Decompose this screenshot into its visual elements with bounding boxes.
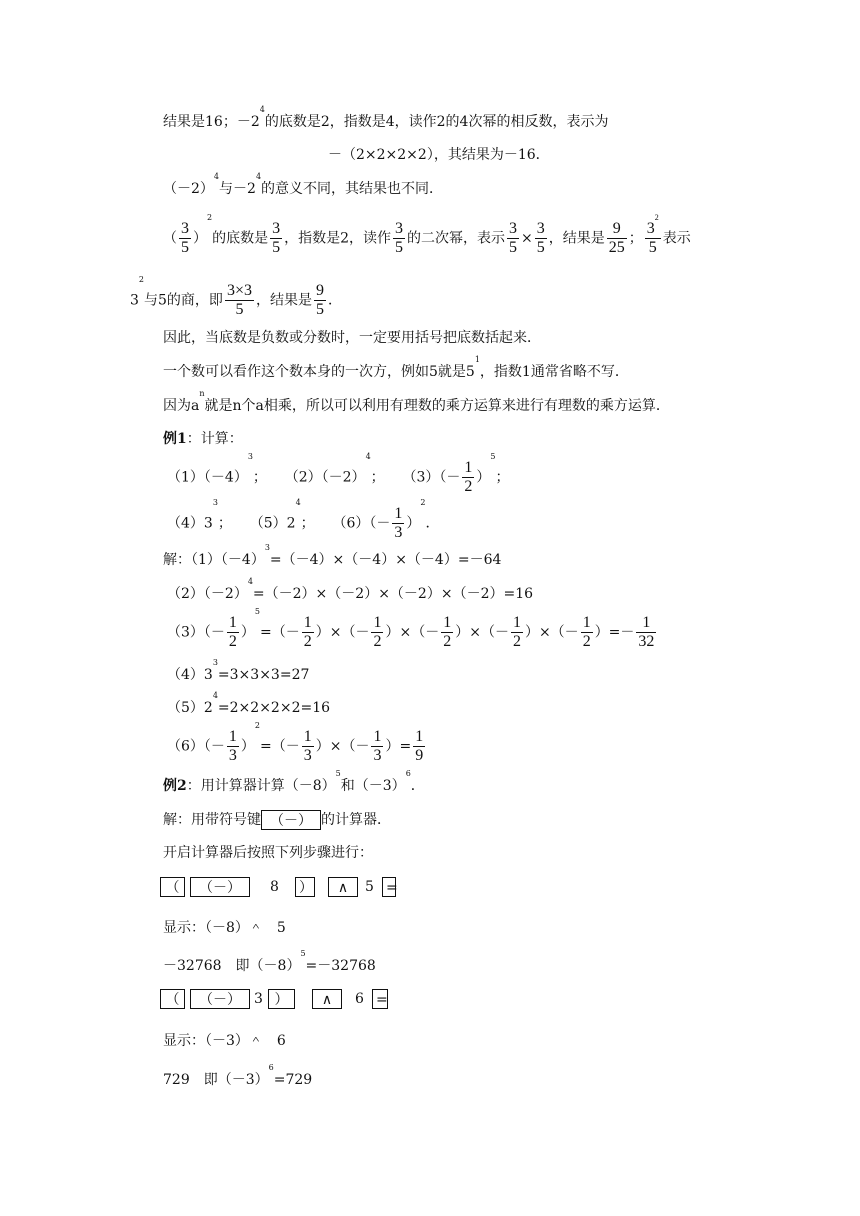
text-line-4 xyxy=(163,213,691,257)
text-segment: ） xyxy=(240,738,255,755)
text-line-3 xyxy=(163,172,444,199)
text-segment: 的意义不同，其结果也不同． xyxy=(261,181,444,197)
text-segment: ） xyxy=(193,230,207,247)
exponent: 2 xyxy=(254,721,261,730)
exponent: 3 xyxy=(212,658,218,667)
text-segment: ，指数1通常省略不写． xyxy=(479,364,629,380)
text-segment: （1）（－4） xyxy=(191,552,265,568)
example-1-text: ：计算： xyxy=(186,431,243,447)
denominator: 5 xyxy=(235,301,244,318)
text-segment: （6）（－ xyxy=(167,738,225,755)
fraction-1-2 xyxy=(511,614,523,651)
exponent: 3 xyxy=(264,543,270,552)
fraction-1-2 xyxy=(302,614,314,651)
text-line-6: 因此，当底数是负数或分数时，一定要用括号把底数括起来． xyxy=(163,330,541,346)
text-segment: （3）（－ xyxy=(167,624,225,641)
exponent: 4 xyxy=(247,577,253,586)
text-segment: ； xyxy=(252,469,267,486)
solution-2 xyxy=(167,577,534,604)
digit: 5 xyxy=(365,879,374,895)
fraction-3x3-5 xyxy=(225,282,254,319)
example-1-heading xyxy=(163,429,243,449)
exponent: 1 xyxy=(474,355,480,364)
numerator: 3 xyxy=(395,220,404,237)
fraction-1-2 xyxy=(441,614,453,651)
digit: 3 xyxy=(254,991,263,1007)
text-segment: 的底数是 xyxy=(212,230,269,247)
exponent: 4 xyxy=(213,172,220,181)
text-segment: 解：用带符号键 xyxy=(163,812,261,828)
text-segment: =－32768 xyxy=(305,958,376,974)
solution-heading: 解： xyxy=(163,552,191,568)
power-key: ∧ xyxy=(328,877,358,897)
exponent: 4 xyxy=(259,105,265,114)
fraction-1-3 xyxy=(302,728,314,765)
problem-2: （2）（－2） xyxy=(284,469,366,486)
text-segment: 的二次幂，表示 xyxy=(407,230,506,247)
text-segment: =（－ xyxy=(260,624,300,641)
text-segment: （2）（－2） xyxy=(167,586,248,602)
solution-5 xyxy=(167,691,331,718)
numerator: 3 xyxy=(272,220,281,237)
numerator: 1 xyxy=(303,728,312,745)
display-1: 显示：（－8）＾ 5 xyxy=(163,920,286,936)
numerator: 1 xyxy=(373,728,382,745)
fraction-9-5 xyxy=(314,282,326,319)
text-segment: ，结果是 xyxy=(548,230,605,247)
example-2-label: 例2 xyxy=(163,778,187,794)
numerator xyxy=(645,213,661,239)
text-segment: ，指数是2，读作 xyxy=(284,230,392,247)
problems-row-1 xyxy=(167,452,510,496)
text-line-2: －（2×2×2×2），其结果为－16． xyxy=(328,147,550,163)
fraction-1-3 xyxy=(392,505,404,542)
fraction-1-32 xyxy=(636,614,656,651)
exponent: 2 xyxy=(420,498,426,507)
exponent: 5 xyxy=(300,949,306,958)
exponent: 5 xyxy=(490,452,496,461)
text-segment: ）×（－ xyxy=(315,624,370,641)
text-line-7 xyxy=(163,355,629,382)
fraction-1-9 xyxy=(413,728,425,765)
text-segment: =（－ xyxy=(260,738,300,755)
digit: 6 xyxy=(355,991,364,1007)
text-line-1 xyxy=(163,105,609,132)
text-segment: ； xyxy=(300,515,315,532)
exponent: 4 xyxy=(295,498,301,507)
denominator: 3 xyxy=(228,747,237,764)
numerator: 3×3 xyxy=(226,282,252,299)
fraction-3sq-5 xyxy=(645,213,661,257)
numerator: 1 xyxy=(373,614,382,631)
fraction-1-2 xyxy=(227,614,239,651)
text-segment: 的计算器． xyxy=(321,812,391,828)
fraction-1-2 xyxy=(462,459,474,496)
text-line-5 xyxy=(130,275,342,319)
text-segment: 一个数可以看作这个数本身的一次方，例如5就是5 xyxy=(163,364,475,380)
open-paren-key: （ xyxy=(160,989,185,1009)
text-segment: ，结果是 xyxy=(255,292,312,309)
denominator: 2 xyxy=(464,478,473,495)
text-segment: ）×（－ xyxy=(315,738,370,755)
exponent: 5 xyxy=(254,607,261,616)
denominator: 2 xyxy=(443,633,452,650)
display-2: 显示：（－3）＾ 6 xyxy=(163,1033,286,1049)
fraction-3-5 xyxy=(535,220,547,257)
digit: 8 xyxy=(270,879,279,895)
denominator: 5 xyxy=(648,239,657,256)
denominator: 32 xyxy=(638,633,655,650)
close-paren-key: ） xyxy=(295,877,315,897)
denominator: 5 xyxy=(315,301,324,318)
negative-key: （－） xyxy=(261,810,321,830)
text-segment: =729 xyxy=(273,1072,313,1088)
numerator: 1 xyxy=(415,728,424,745)
problem-6: （6）（－ xyxy=(332,515,391,532)
example-1-label: 例1 xyxy=(163,431,187,447)
text-segment: ． xyxy=(425,515,440,532)
problem-5: （5）2 xyxy=(249,515,296,532)
power-key: ∧ xyxy=(312,989,342,1009)
open-paren-key: （ xyxy=(160,877,185,897)
solution-3 xyxy=(167,607,658,651)
line-1-rest: 的底数是2，指数是4，读作2的4次幂的相反数，表示为 xyxy=(264,114,609,130)
solution-4 xyxy=(167,658,310,685)
text-segment: ）×（－ xyxy=(524,624,579,641)
denominator: 2 xyxy=(228,633,237,650)
equals-key: = xyxy=(372,989,388,1009)
example-2-heading xyxy=(163,769,425,796)
line-1-start: 结果是16；－2 xyxy=(163,114,260,130)
equals-key: = xyxy=(382,877,396,897)
denominator: 3 xyxy=(394,524,403,541)
exponent: 3 xyxy=(212,498,218,507)
text-segment: 就是n个a相乘，所以可以利用有理数的乘方运算来进行有理数的乘方运算． xyxy=(204,398,670,414)
numerator: 1 xyxy=(464,459,473,476)
denominator: 5 xyxy=(181,239,189,256)
problem-3: （3）（－ xyxy=(402,469,461,486)
text-segment: ； xyxy=(628,230,643,247)
text-segment: ）= xyxy=(385,738,412,755)
numerator: 1 xyxy=(228,728,237,745)
calculator-intro xyxy=(163,810,391,830)
denominator: 5 xyxy=(509,239,518,256)
denominator: 2 xyxy=(373,633,382,650)
text-segment: （ xyxy=(163,230,177,247)
text-segment: 729 即（－3） xyxy=(163,1072,269,1088)
denominator: 25 xyxy=(608,239,625,256)
exponent: 6 xyxy=(405,769,411,778)
text-segment: 3 xyxy=(130,292,139,309)
solution-1 xyxy=(163,543,502,570)
problems-row-2 xyxy=(167,498,440,542)
text-segment: ； xyxy=(495,469,510,486)
key-sequence-1 xyxy=(160,877,398,899)
exponent: 2 xyxy=(654,213,659,222)
numerator: 1 xyxy=(443,614,452,631)
denominator: 3 xyxy=(303,747,312,764)
text-segment: （－2） xyxy=(163,181,214,197)
text-segment: ：用计算器计算（－8） xyxy=(186,778,336,794)
text-segment: ； xyxy=(370,469,385,486)
text-segment: ） xyxy=(406,515,421,532)
denominator: 2 xyxy=(303,633,312,650)
text-segment: ） xyxy=(240,624,255,641)
text-segment: ； xyxy=(217,515,232,532)
numerator: 1 xyxy=(394,505,403,522)
negative-key: （－） xyxy=(190,877,250,897)
denominator: 2 xyxy=(582,633,591,650)
key-sequence-2 xyxy=(160,989,392,1011)
fraction-3-5 xyxy=(507,220,519,257)
exponent: n xyxy=(199,389,205,398)
numerator-base: 3 xyxy=(646,220,655,237)
close-paren-key: ） xyxy=(268,989,295,1009)
numerator: 3 xyxy=(509,220,518,237)
negative-key: （－） xyxy=(190,989,250,1009)
denominator: 9 xyxy=(415,747,424,764)
exponent: 6 xyxy=(268,1063,274,1072)
fraction-3-5 xyxy=(179,220,191,257)
result-1 xyxy=(163,949,376,976)
calculator-steps-intro: 开启计算器后按照下列步骤进行： xyxy=(163,845,373,861)
fraction-1-3 xyxy=(227,728,239,765)
solution-6 xyxy=(167,721,427,765)
text-segment: 与5的商，即 xyxy=(144,292,223,309)
exponent: 4 xyxy=(365,452,371,461)
result-2 xyxy=(163,1063,313,1090)
text-segment: =（－4）×（－4）×（－4）=－64 xyxy=(269,552,502,568)
denominator: 5 xyxy=(395,239,404,256)
text-segment: =2×2×2×2=16 xyxy=(217,700,331,716)
numerator: 1 xyxy=(512,614,521,631)
numerator: 1 xyxy=(636,614,656,633)
text-segment: （4）3 xyxy=(167,667,213,683)
text-segment: －32768 即（－8） xyxy=(163,958,301,974)
numerator: 9 xyxy=(315,282,324,299)
exponent: 3 xyxy=(247,452,253,461)
text-segment: ）×（－ xyxy=(455,624,509,641)
exponent: 4 xyxy=(255,172,262,181)
text-line-8 xyxy=(163,389,670,416)
fraction-3-5 xyxy=(393,220,405,257)
numerator: 1 xyxy=(582,614,591,631)
text-segment: =3×3×3=27 xyxy=(217,667,310,683)
exponent: 2 xyxy=(138,275,145,284)
numerator: 9 xyxy=(607,220,627,239)
text-segment: ） xyxy=(476,469,491,486)
fraction-1-2 xyxy=(581,614,593,651)
denominator: 5 xyxy=(536,239,545,256)
text-segment: 和（－3） xyxy=(340,778,406,794)
text-segment: （5）2 xyxy=(167,700,213,716)
fraction-1-2 xyxy=(371,614,383,651)
fraction-3-5 xyxy=(270,220,282,257)
text-segment: ． xyxy=(327,292,342,309)
text-segment: =（－2）×（－2）×（－2）×（－2）=16 xyxy=(252,586,534,602)
exponent: 4 xyxy=(212,691,218,700)
text-segment: 表示 xyxy=(662,230,691,247)
text-segment: ）=－ xyxy=(594,624,635,641)
problem-4: （4）3 xyxy=(167,515,213,532)
denominator: 5 xyxy=(272,239,281,256)
denominator: 2 xyxy=(512,633,521,650)
fraction-1-3 xyxy=(371,728,383,765)
text-segment: × xyxy=(521,230,533,247)
text-segment: ． xyxy=(410,778,425,794)
exponent: 5 xyxy=(335,769,341,778)
text-segment: ）×（－ xyxy=(385,624,440,641)
text-segment: 与－2 xyxy=(219,181,256,197)
text-segment: 因为a xyxy=(163,398,200,414)
numerator: 1 xyxy=(303,614,312,631)
fraction-9-25 xyxy=(607,220,627,257)
exponent: 2 xyxy=(207,213,213,222)
numerator: 3 xyxy=(536,220,545,237)
numerator: 3 xyxy=(181,220,189,237)
numerator: 1 xyxy=(228,614,237,631)
denominator: 3 xyxy=(373,747,382,764)
problem-1: （1）（－4） xyxy=(167,469,248,486)
